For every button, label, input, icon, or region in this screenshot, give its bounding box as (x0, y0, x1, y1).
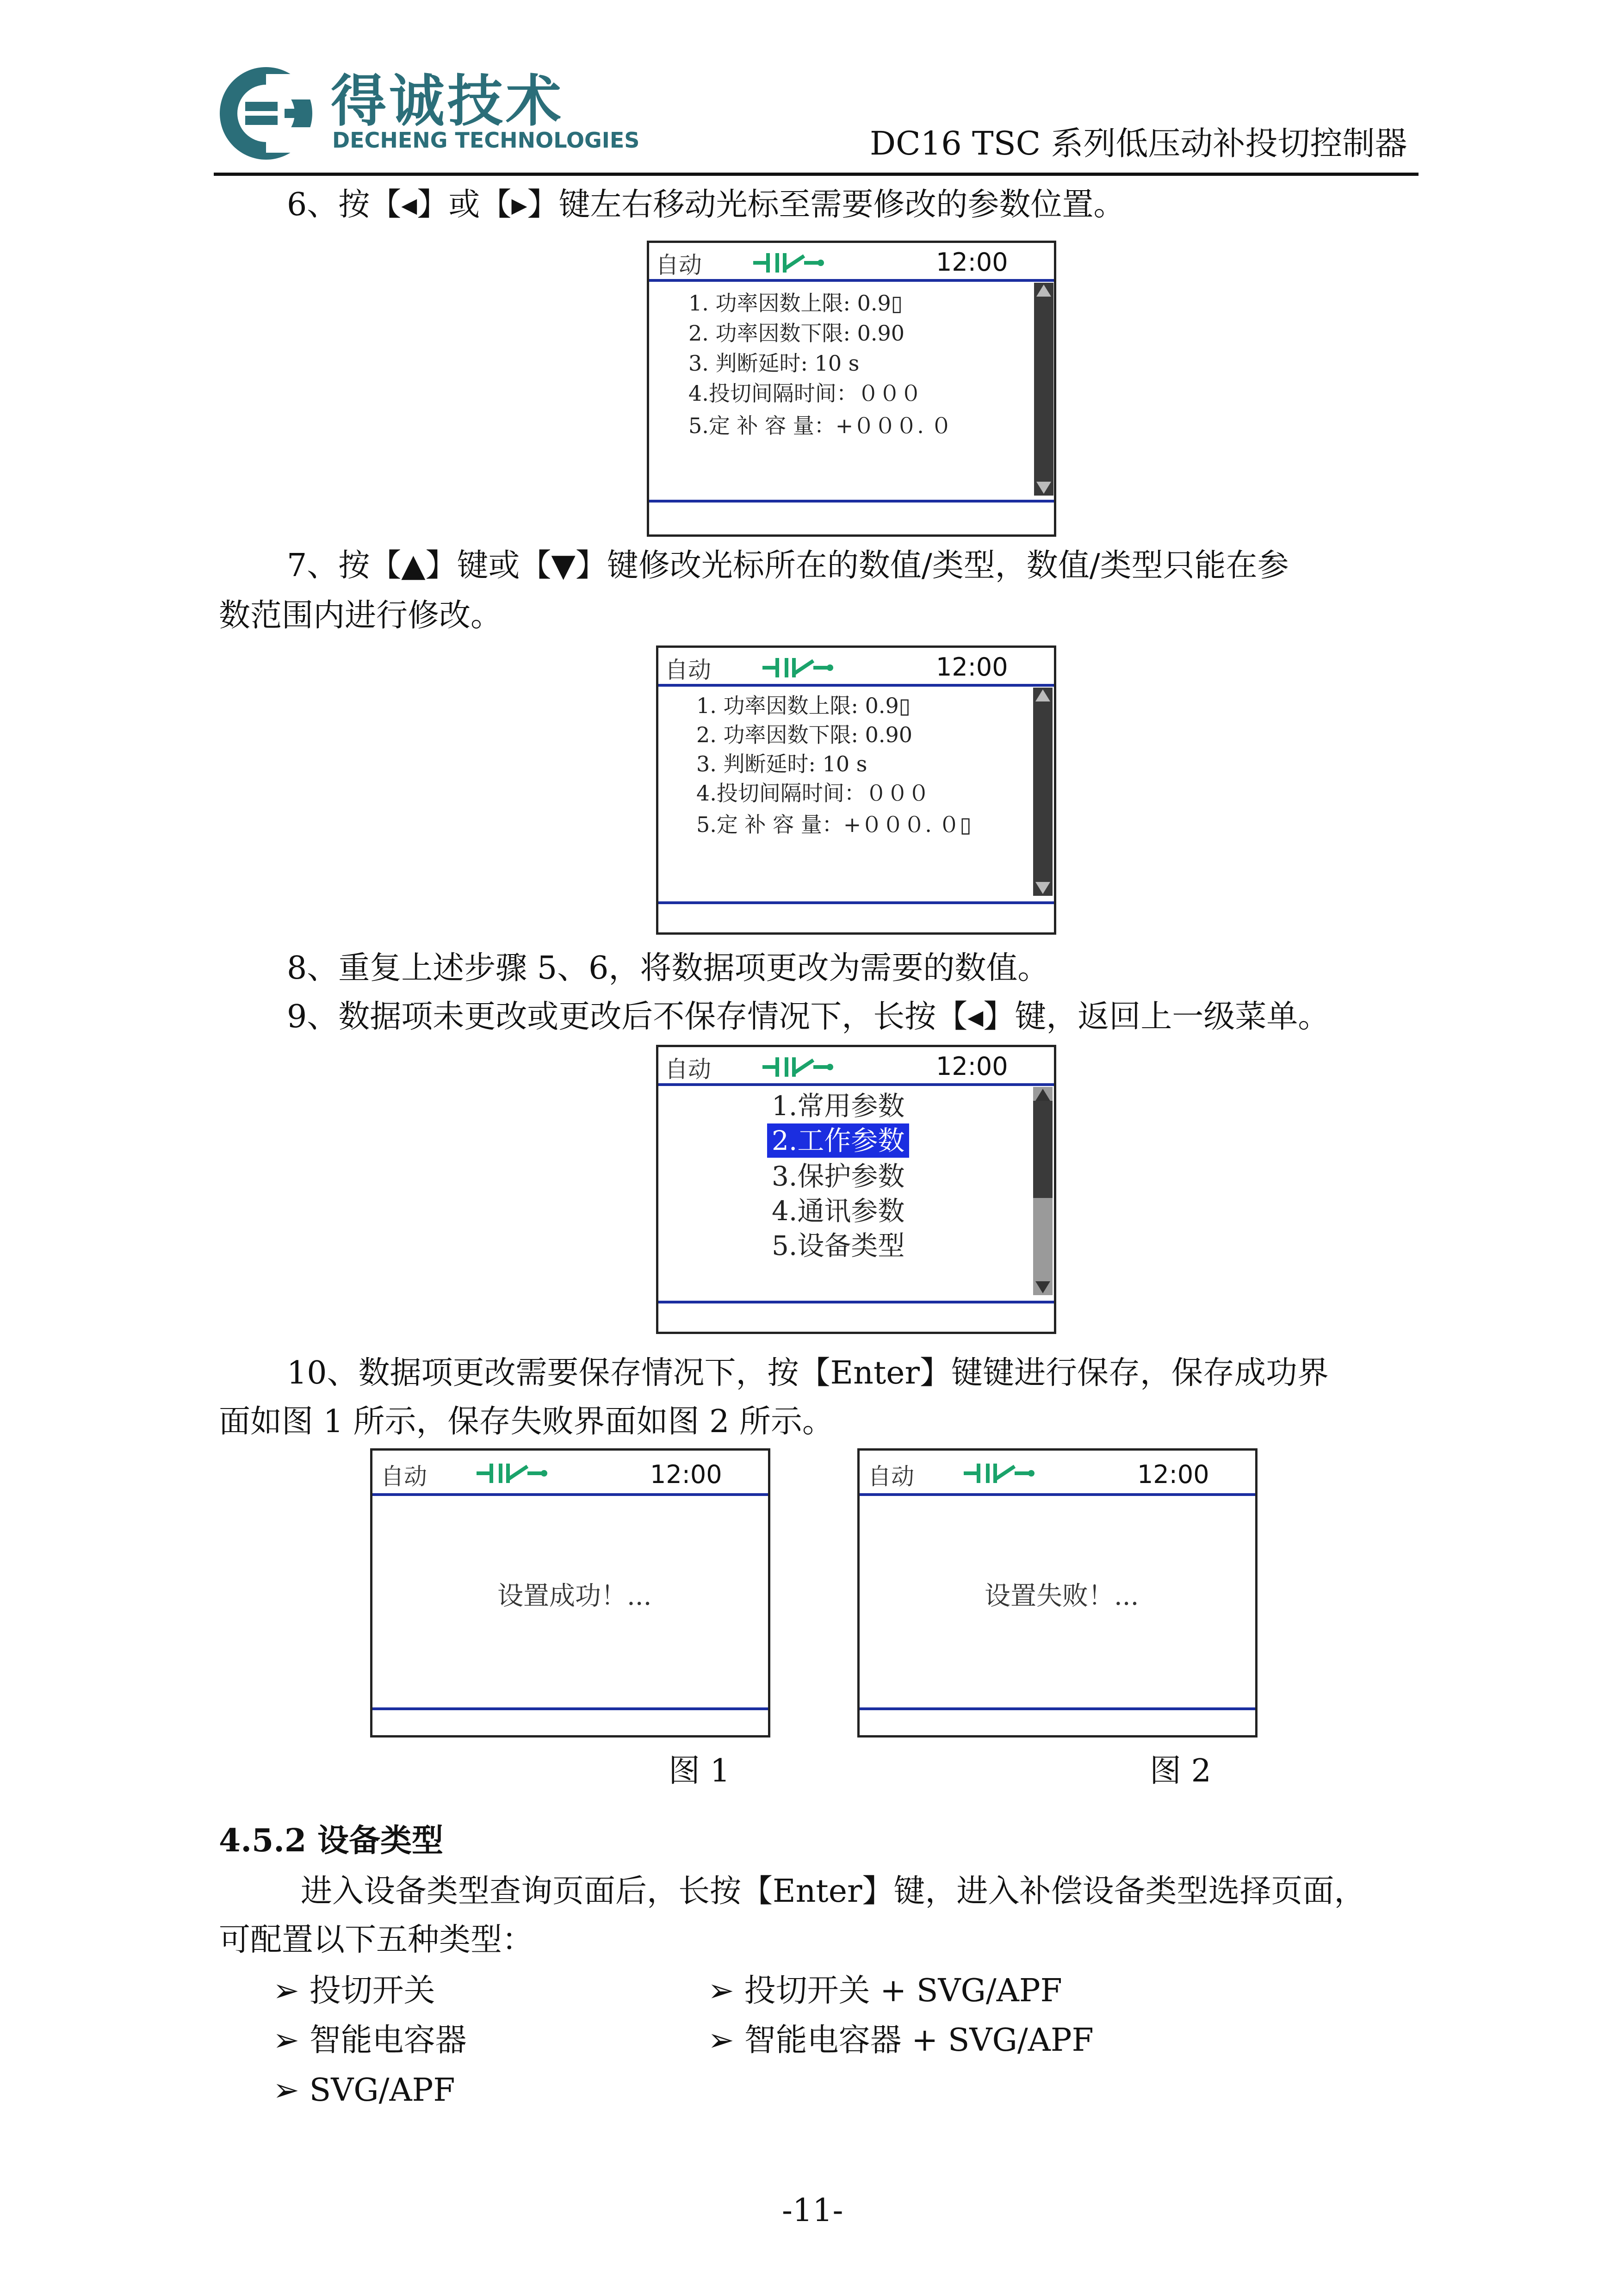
lcd-screen-save-success (370, 1448, 770, 1738)
figure-2-caption: 图 2 (1150, 1753, 1211, 1789)
lcd-bottom-bar (860, 1707, 1255, 1710)
company-logo-icon (217, 65, 319, 162)
lcd-bottom-bar (649, 500, 1054, 503)
scroll-up-icon[interactable] (1035, 689, 1050, 701)
device-type-option (708, 1969, 1062, 2013)
section-intro-line2: 可配置以下五种类型： (219, 1922, 534, 1958)
save-status-message: 设置失败！... (985, 1581, 1139, 1611)
step-6-text: 6、按【◂】或【▸】键左右移动光标至需要修改的参数位置。 (287, 186, 1125, 223)
figure-1-caption: 图 1 (669, 1753, 730, 1789)
arrow-bullet-icon: ➢ (273, 1973, 299, 2009)
step-10-text-line2: 面如图 1 所示，保存失败界面如图 2 所示。 (219, 1403, 834, 1440)
lcd-screen-save-fail (857, 1448, 1258, 1738)
scrollbar[interactable] (1034, 283, 1053, 496)
step-7-text-line2: 数范围内进行修改。 (219, 597, 502, 634)
arrow-bullet-icon: ➢ (708, 1973, 734, 2009)
lcd-mode-label: 自动 (665, 657, 711, 683)
device-type-label: 智能电容器 (309, 2022, 467, 2059)
device-type-label: SVG/APF (309, 2072, 455, 2109)
step-7-text-line1: 7、按【▲】键或【▼】键修改光标所在的数值/类型，数值/类型只能在参 (287, 547, 1289, 584)
lcd-bottom-bar (372, 1707, 768, 1710)
device-type-option (273, 1969, 435, 2013)
param-line: 3. 判断延时: 10 s (688, 351, 860, 376)
device-type-option (273, 2018, 467, 2063)
step-9-text: 9、数据项未更改或更改后不保存情况下，长按【◂】键，返回上一级菜单。 (287, 999, 1330, 1035)
scroll-down-icon[interactable] (1035, 1281, 1050, 1293)
section-intro-line1: 进入设备类型查询页面后，长按【Enter】键，进入补偿设备类型选择页面， (301, 1873, 1366, 1910)
lcd-time: 12:00 (1137, 1460, 1209, 1489)
lcd-time: 12:00 (936, 248, 1008, 277)
device-type-label: 投切开关 + SVG/APF (744, 1973, 1062, 2009)
menu-item[interactable]: 1.常用参数 (772, 1090, 905, 1122)
lcd-time: 12:00 (936, 1052, 1008, 1081)
save-status-message: 设置成功！... (497, 1581, 652, 1611)
relay-switch-icon (964, 1463, 1038, 1484)
lcd-time: 12:00 (936, 652, 1008, 682)
relay-switch-icon (762, 657, 836, 678)
param-line: 5.定 补 容 量：+０００. ０▯ (696, 812, 972, 837)
param-line: 5.定 补 容 量：+０００. ０ (688, 413, 952, 438)
lcd-bottom-bar (658, 901, 1054, 904)
device-type-label: 智能电容器 + SVG/APF (744, 2022, 1094, 2059)
brand-name-cn: 得诚技术 (331, 69, 564, 134)
param-line: 2. 功率因数下限: 0.90 (696, 722, 913, 747)
menu-item-selected[interactable]: 2.工作参数 (767, 1123, 909, 1158)
lcd-mode-label: 自动 (381, 1463, 427, 1490)
param-line: 1. 功率因数上限: 0.9▯ (696, 693, 911, 718)
device-type-option (273, 2068, 455, 2113)
menu-item[interactable]: 4.通讯参数 (772, 1195, 905, 1227)
param-line: 2. 功率因数下限: 0.90 (688, 321, 905, 346)
scrollbar[interactable] (1033, 1087, 1053, 1295)
menu-item[interactable]: 3.保护参数 (772, 1160, 905, 1192)
param-line: 4.投切间隔时间：０００ (688, 381, 922, 406)
lcd-screen-menu (656, 1045, 1056, 1334)
step-10-text-line1: 10、数据项更改需要保存情况下，按【Enter】键键进行保存，保存成功界 (287, 1355, 1329, 1391)
arrow-bullet-icon: ➢ (273, 2022, 299, 2059)
document-title: DC16 TSC 系列低压动补投切控制器 (870, 124, 1407, 162)
lcd-mode-label: 自动 (656, 252, 702, 279)
scroll-down-icon[interactable] (1036, 482, 1051, 494)
param-line: 1. 功率因数上限: 0.9▯ (688, 291, 903, 316)
lcd-screen-param-1 (647, 241, 1056, 537)
header-rule (214, 173, 1419, 176)
lcd-mode-label: 自动 (665, 1056, 711, 1083)
lcd-screen-param-2 (656, 645, 1056, 935)
step-8-text: 8、重复上述步骤 5、6，将数据项更改为需要的数值。 (287, 950, 1049, 987)
relay-switch-icon (753, 252, 827, 273)
scrollbar[interactable] (1033, 688, 1053, 896)
scroll-down-icon[interactable] (1035, 882, 1050, 894)
brand-name-en: DECHENG TECHNOLOGIES (332, 128, 640, 153)
param-line: 3. 判断延时: 10 s (696, 751, 867, 776)
scroll-thumb[interactable] (1033, 1101, 1053, 1198)
lcd-mode-label: 自动 (868, 1463, 914, 1490)
lcd-time: 12:00 (650, 1460, 722, 1489)
arrow-bullet-icon: ➢ (273, 2072, 299, 2109)
scroll-up-icon[interactable] (1035, 1089, 1050, 1101)
device-type-option (708, 2018, 1094, 2063)
param-line: 4.投切间隔时间：０００ (696, 781, 929, 806)
device-type-label: 投切开关 (309, 1973, 435, 2009)
page-number: -11- (782, 2192, 843, 2229)
arrow-bullet-icon: ➢ (708, 2022, 734, 2059)
relay-switch-icon (762, 1056, 836, 1078)
scroll-up-icon[interactable] (1036, 285, 1051, 297)
menu-item[interactable]: 5.设备类型 (772, 1230, 905, 1261)
lcd-bottom-bar (658, 1301, 1054, 1303)
section-heading: 4.5.2 设备类型 (219, 1822, 443, 1859)
relay-switch-icon (477, 1463, 551, 1484)
